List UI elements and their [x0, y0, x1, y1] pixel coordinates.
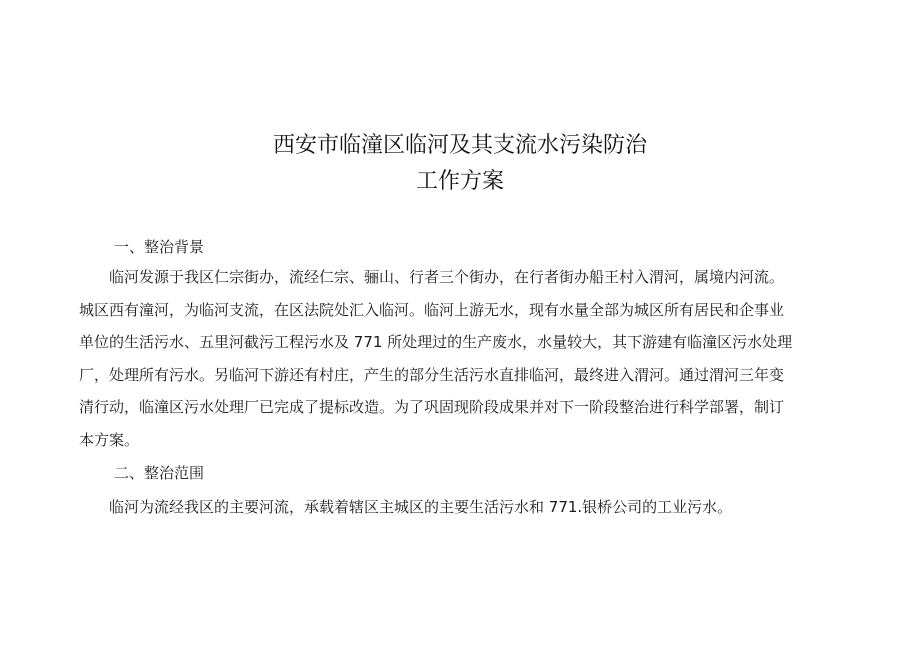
section-background-paragraph	[79, 261, 849, 456]
paragraph-line: 本方案。	[79, 430, 140, 449]
document-title-line-2: 工作方案	[415, 169, 504, 194]
section-heading-scope: 二、整治范围	[114, 464, 205, 482]
paragraph-line: 厂，处理所有污水。另临河下游还有村庄，产生的部分生活污水直排临河，最终进入渭河。通过渭河三年变	[79, 365, 785, 384]
paragraph-line: 清行动，临潼区污水处理厂已完成了提标改造。为了巩固现阶段成果并对下一阶段整治进行科学部署，制订	[79, 398, 785, 416]
paragraph-line: 城区西有潼河，为临河支流，在区法院处汇入临河。临河上游无水，现有水量全部为城区所有居民和企事业	[79, 300, 785, 319]
paragraph-line: 临河发源于我区仁宗街办，流经仁宗、骊山、行者三个街办，在行者街办船王村入渭河，属境内河流。	[79, 268, 785, 286]
paragraph-line: 单位的生活污水、五里河截污工程污水及 771 所处理过的生产废水，水量较大，其下游建有临潼区污水处理	[79, 333, 793, 351]
paragraph-line: 临河为流经我区的主要河流，承载着辖区主城区的主要生活污水和 771.银桥公司的工业污水。	[79, 498, 733, 516]
section-heading-background: 一、整治背景	[114, 238, 205, 256]
document-title-line-1: 西安市临潼区临河及其支流水污染防治	[272, 133, 647, 158]
section-scope-paragraph	[79, 491, 849, 524]
